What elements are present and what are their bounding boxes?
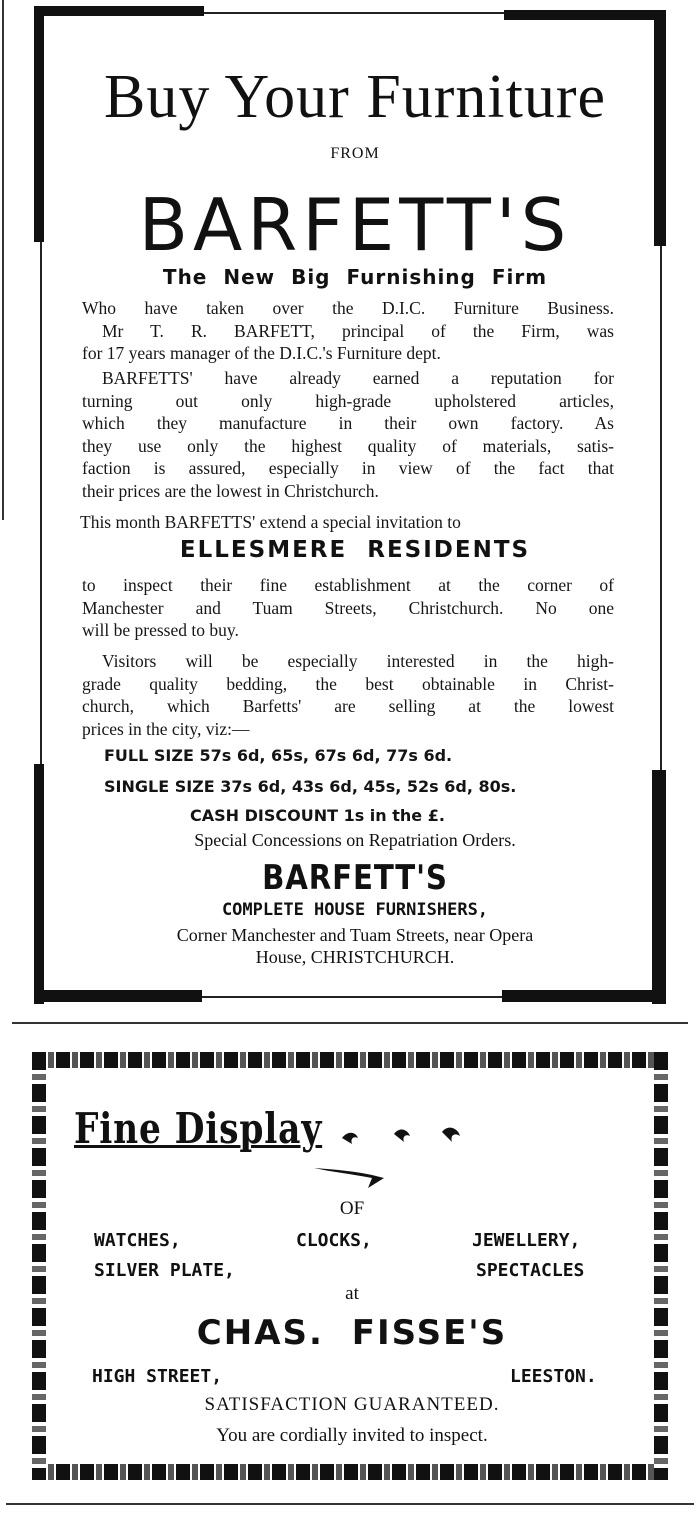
ad1-paragraph-3	[82, 574, 614, 642]
frame-top-thin	[204, 12, 504, 14]
frame-bottom-thin	[202, 996, 502, 998]
text-line: prices in the city, viz:—	[82, 718, 250, 739]
ad1-footer-tagline: COMPLETE HOUSE FURNISHERS,	[221, 900, 489, 920]
ad1-single-size-prices: SINGLE SIZE 37s 6d, 43s 6d, 45s, 52s 6d, 80s.	[104, 777, 517, 796]
frame-right-lower	[652, 770, 666, 1004]
ad1-headline: Buy Your Furniture	[103, 63, 606, 131]
frame-top-right	[504, 10, 664, 20]
ornament-leaf-icon	[338, 1124, 468, 1154]
ad2-invite: You are cordially invited to inspect.	[216, 1425, 488, 1446]
ad1-concessions: Special Concessions on Repatriation Orders.	[194, 830, 516, 850]
ad2-headline: Fine Display	[74, 1104, 323, 1153]
ad1-from: FROM	[330, 145, 380, 162]
ornamental-border-top	[32, 1052, 668, 1068]
ad2-item-spectacles: SPECTACLES	[476, 1260, 585, 1281]
text-line: to inspect their fine establishment at the corner of	[82, 575, 614, 595]
text-line: faction is assured, especially in view of the fact that	[82, 458, 614, 479]
ad1-firm-name: BARFETT'S	[138, 183, 572, 267]
text-line: which they manufacture in their own factory. As	[82, 413, 614, 434]
text-line: will be pressed to buy.	[82, 620, 239, 641]
column-divider-bottom	[6, 1503, 694, 1505]
ad1-address-line-2: House, CHRISTCHURCH.	[255, 947, 455, 967]
ad2-guarantee: SATISFACTION GUARANTEED.	[204, 1394, 500, 1415]
ornament-swash-icon	[312, 1164, 392, 1190]
ad1-paragraph-4	[82, 650, 614, 740]
ad1-paragraph-2	[82, 367, 614, 503]
text-line: This month BARFETTS' extend a special invitation to	[80, 512, 461, 532]
text-line: Who have taken over the D.I.C. Furniture Business.	[82, 298, 614, 318]
ad1-subhead: The New Big Furnishing Firm	[162, 265, 548, 289]
ad2-shop-name: CHAS. FISSE'S	[196, 1313, 508, 1353]
frame-bottom-right	[502, 990, 666, 1002]
ad1-residents: ELLESMERE RESIDENTS	[179, 537, 531, 563]
left-page-rule	[2, 0, 4, 520]
text-line: grade quality bedding, the best obtainable in Christ-	[82, 673, 614, 694]
ornamental-border-bottom	[32, 1464, 668, 1480]
text-line: Visitors will be especially interested in the high-	[102, 651, 614, 671]
text-line: turning out only high-grade upholstered articles,	[82, 390, 614, 411]
text-line: for 17 years manager of the D.I.C.'s Furniture dept.	[82, 343, 441, 364]
text-line: church, which Barfetts' are selling at the lowest	[82, 696, 614, 717]
text-line: BARFETTS' have already earned a reputation for	[102, 368, 614, 388]
ad1-cash-discount: CASH DISCOUNT 1s in the £.	[190, 806, 445, 825]
column-divider	[12, 1022, 688, 1024]
text-line: Mr T. R. BARFETT, principal of the Firm, was	[102, 320, 614, 341]
ad2-item-watches: WATCHES,	[94, 1230, 181, 1251]
frame-right-thin	[660, 246, 662, 770]
ad1-invite	[80, 511, 614, 534]
text-line: Manchester and Tuam Streets, Christchurch. No one	[82, 597, 614, 618]
ad2-at: at	[345, 1283, 359, 1304]
ad2-of: OF	[339, 1198, 365, 1219]
ad2-item-jewellery: JEWELLERY,	[472, 1230, 581, 1251]
frame-left-lower	[34, 764, 44, 1004]
ad2-item-silver-plate: SILVER PLATE,	[94, 1260, 235, 1281]
frame-left-thin	[40, 242, 42, 764]
ad1-paragraph-1	[82, 297, 614, 365]
ad1-full-size-prices: FULL SIZE 57s 6d, 65s, 67s 6d, 77s 6d.	[104, 746, 453, 765]
text-line: their prices are the lowest in Christchurch.	[82, 480, 379, 501]
frame-bottom-left	[34, 990, 202, 1002]
frame-top-left	[34, 6, 204, 16]
ad1-address-line-1: Corner Manchester and Tuam Streets, near Opera	[176, 925, 534, 945]
ad2-street: HIGH STREET,	[92, 1366, 223, 1387]
text-line: they use only the highest quality of materials, satis-	[82, 435, 614, 456]
ad2-town: LEESTON.	[510, 1366, 597, 1387]
ad1-footer-name: BARFETT'S	[262, 858, 448, 898]
ad2-item-clocks: CLOCKS,	[296, 1230, 372, 1251]
